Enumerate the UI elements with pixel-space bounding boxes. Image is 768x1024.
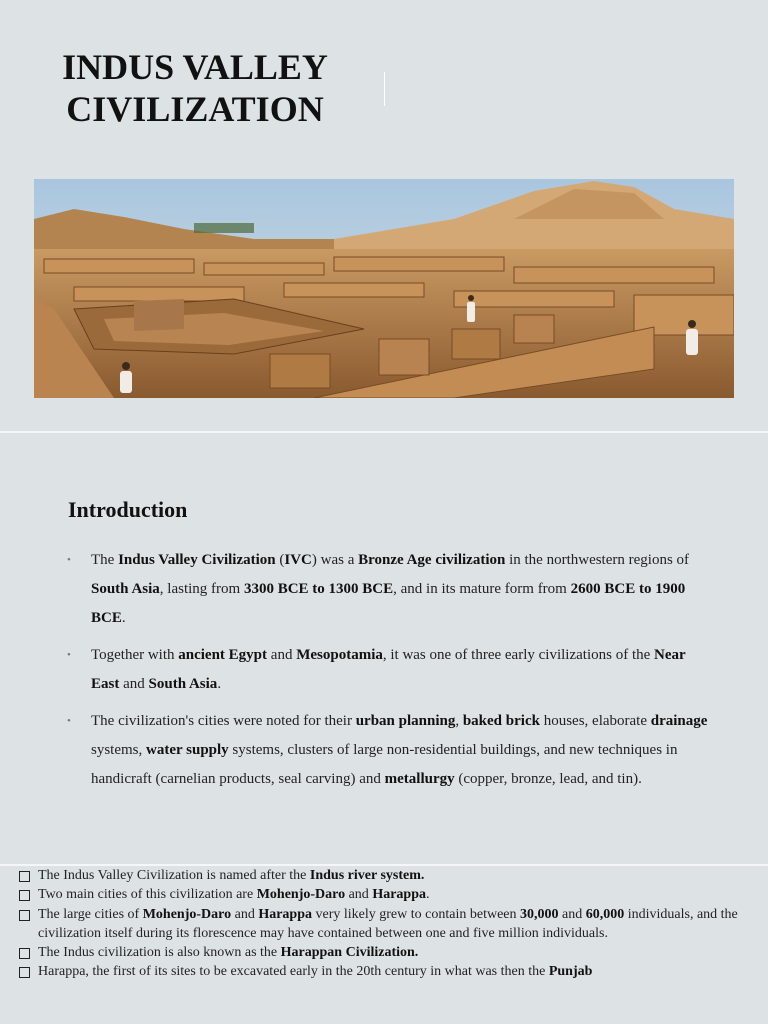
bold-term: South Asia — [91, 581, 160, 597]
text-run: and — [267, 647, 297, 663]
title-line-1: INDUS VALLEY — [62, 47, 328, 87]
intro-bullet — [64, 546, 714, 633]
bold-term: Harappan Civilization. — [280, 945, 419, 961]
text-run: The large cities of — [38, 906, 143, 922]
text-run: and — [345, 887, 373, 903]
slide-title — [40, 46, 350, 130]
text-run: The Indus civilization is also known as the — [38, 945, 281, 961]
text-run: ) was a — [311, 552, 359, 568]
text-run: individuals, and the civilization itself during its florescence may have contained between one and five million individuals. — [38, 906, 738, 941]
bullet-dot-icon: • — [67, 715, 71, 727]
bold-term: Near East — [91, 647, 686, 692]
checkbox-bullet-icon — [19, 910, 30, 921]
text-run: and — [231, 906, 259, 922]
text-run: ( — [275, 552, 285, 568]
bold-term: water supply — [146, 742, 229, 758]
text-run: Two main cities of this civilization are — [38, 887, 257, 903]
checkbox-bullet-icon — [19, 948, 30, 959]
bold-term: Mohenjo-Daro — [142, 906, 232, 922]
text-run: The — [91, 552, 119, 568]
introduction-heading: Introduction — [68, 497, 188, 522]
checkbox-bullet-icon — [19, 890, 30, 901]
bold-term: drainage — [650, 713, 708, 729]
text-run: , lasting from — [159, 581, 244, 597]
text-run: in the northwestern regions of — [505, 552, 690, 568]
bullet-dot-icon: • — [67, 554, 71, 566]
text-run: The civilization's cities were noted for their — [91, 713, 356, 729]
bold-term: Mohenjo-Daro — [256, 887, 346, 903]
bold-term: baked brick — [462, 713, 540, 729]
text-run: Harappa, the first of its sites to be excavated early in the 20th century in what was then the — [38, 964, 549, 980]
text-run: systems, clusters of large non-residential buildings, and new techniques in handicraft (carnelian products, seal carving) and — [91, 742, 678, 787]
bold-term: Indus Valley Civilization — [118, 552, 276, 568]
ruins-photo — [34, 179, 734, 398]
bold-term: 30,000 — [520, 906, 559, 922]
text-run: systems, — [91, 742, 147, 758]
text-run: . — [426, 887, 430, 903]
bold-term: Punjab — [548, 964, 593, 980]
fact-item — [18, 885, 748, 904]
text-run: , and in its mature form from — [393, 581, 571, 597]
fact-item — [18, 943, 748, 962]
text-run: houses, elaborate — [539, 713, 651, 729]
bold-term: South Asia — [148, 676, 218, 692]
bold-term: Harappa — [258, 906, 313, 922]
text-run: . — [217, 676, 222, 692]
bold-term: urban planning — [355, 713, 456, 729]
fact-item — [18, 866, 748, 885]
checkbox-bullet-icon — [19, 967, 30, 978]
title-divider — [384, 72, 385, 106]
text-run: and — [558, 906, 586, 922]
bold-term: Mesopotamia — [296, 647, 383, 663]
introduction-list — [64, 546, 714, 802]
bold-term: Indus river system. — [309, 868, 425, 883]
bold-term: 3300 BCE to 1300 BCE — [243, 581, 394, 597]
bold-term: IVC — [284, 552, 312, 568]
intro-bullet — [64, 707, 714, 794]
text-run: , it was one of three early civilizations of the — [382, 647, 655, 663]
bold-term: ancient Egypt — [178, 647, 268, 663]
text-run: , — [455, 713, 463, 729]
bold-term: Harappa — [372, 887, 426, 903]
facts-list — [18, 866, 748, 982]
bold-term: Bronze Age civilization — [358, 552, 506, 568]
bold-term: 60,000 — [585, 906, 625, 922]
text-run: very likely grew to contain between — [312, 906, 520, 922]
title-slide — [0, 0, 768, 431]
checkbox-bullet-icon — [19, 871, 30, 882]
intro-bullet — [64, 641, 714, 699]
text-run: Together with — [91, 647, 179, 663]
bold-term: metallurgy — [384, 771, 455, 787]
text-run: The Indus Valley Civilization is named after the — [38, 868, 310, 883]
text-run: (copper, bronze, lead, and tin). — [454, 771, 642, 787]
fact-item — [18, 905, 748, 944]
bullet-dot-icon: • — [67, 649, 71, 661]
text-run: and — [119, 676, 149, 692]
fact-item — [18, 962, 748, 981]
bold-term: 2600 BCE to 1900 BCE — [91, 581, 686, 626]
title-line-2: CIVILIZATION — [66, 89, 324, 129]
text-run: . — [121, 610, 126, 626]
